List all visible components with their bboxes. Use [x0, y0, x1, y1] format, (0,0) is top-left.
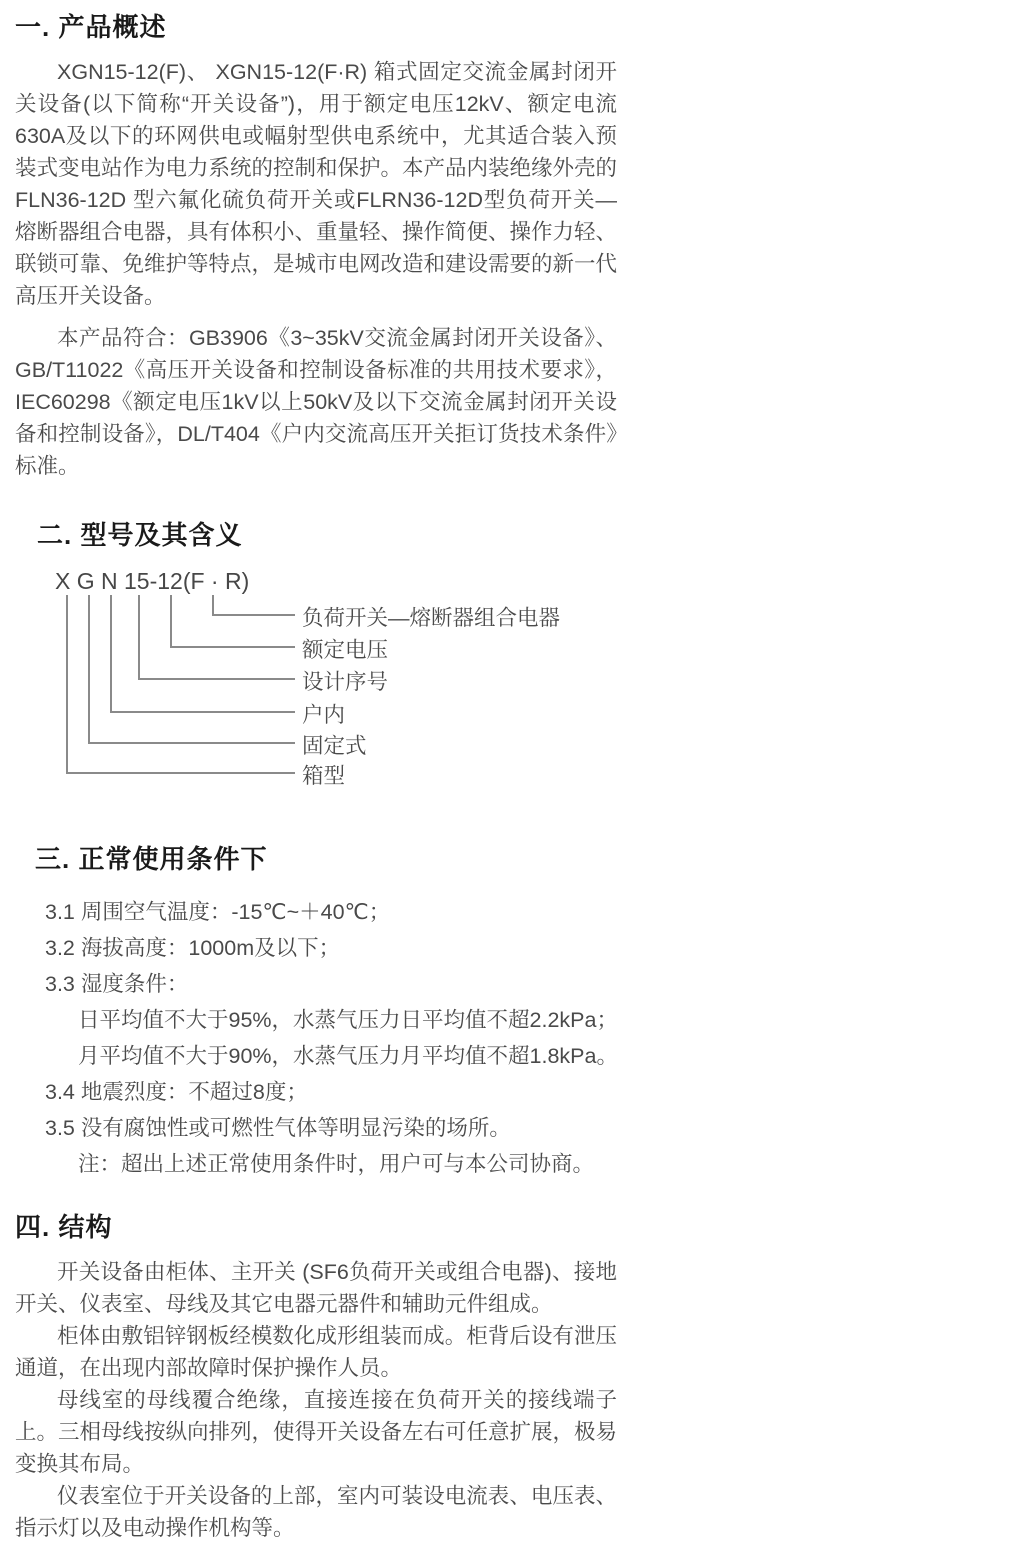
condition-item-humidity: 3.3 湿度条件：: [45, 972, 189, 996]
connector-line-box: [66, 595, 295, 774]
legend-label-box-type: 箱型: [302, 764, 346, 788]
structure-paragraph-2: 柜体由敷铝锌钢板经模数化成形组装而成。柜背后设有泄压通道，在出现内部故障时保护操作人员。: [15, 1324, 617, 1380]
page-content: [15, 0, 617, 1544]
condition-item-daily-avg: 日平均值不大于95%，水蒸气压力日平均值不超2.2kPa；: [78, 1008, 618, 1032]
section-heading-overview: 一. 产品概述: [15, 12, 167, 42]
legend-label-indoor: 户内: [302, 703, 346, 727]
structure-paragraph-3: 母线室的母线覆合绝缘，直接连接在负荷开关的接线端子上。三相母线按纵向排列，使得开关设备左右可任意扩展，极易变换其布局。: [15, 1388, 618, 1476]
condition-item-altitude: 3.2 海拔高度：1000m及以下；: [45, 936, 341, 960]
condition-item-seismic: 3.4 地震烈度：不超过8度；: [45, 1080, 308, 1104]
overview-paragraph-2: 本产品符合：GB3906《3~35kV交流金属封闭开关设备》、GB/T11022《高压开关设备和控制设备标准的共用技术要求》，IEC60298《额定电压1kV以上50kV及以下交流金属封闭开关设备和控制设备》，DL/T404《户内交流高压开关拒订货技术条件》标准。: [15, 326, 617, 478]
condition-item-temperature: 3.1 周围空气温度：-15℃~＋40℃；: [45, 900, 391, 924]
legend-label-combination-unit: 负荷开关—熔断器组合电器: [302, 606, 561, 630]
section-heading-model: 二. 型号及其含义: [37, 520, 243, 550]
structure-section: [15, 1256, 617, 1544]
section-heading-conditions: 三. 正常使用条件下: [35, 844, 268, 874]
structure-paragraph-1: 开关设备由柜体、主开关 (SF6负荷开关或组合电器)、接地开关、仪表室、母线及其它电器元器件和辅助元件组成。: [15, 1260, 617, 1316]
condition-item-monthly-avg: 月平均值不大于90%，水蒸气压力月平均值不超1.8kPa。: [78, 1044, 618, 1068]
structure-paragraph-4: 仪表室位于开关设备的上部，室内可装设电流表、电压表、指示灯以及电动操作机构等。: [15, 1484, 617, 1540]
model-designation-diagram: [15, 568, 617, 796]
legend-label-fixed-type: 固定式: [302, 734, 367, 758]
condition-item-pollution: 3.5 没有腐蚀性或可燃性气体等明显污染的场所。: [45, 1116, 511, 1140]
overview-paragraph-1: XGN15-12(F)、 XGN15-12(F·R) 箱式固定交流金属封闭开关设备(以下简称“开关设备”)，用于额定电压12kV、额定电流630A及以下的环网供电或幅射型供电系统中，尤其适合装入预装式变电站作为电力系统的控制和保护。本产品内装绝缘外壳的 FLN36-12D 型六氟化硫负荷开关或FLRN36-12D型负荷开关—熔断器组合电器，具有体积小、重量轻、操作简便、操作力轻、联锁可靠、免维护等特点，是城市电网改造和建设需要的新一代高压开关设备。: [15, 60, 618, 308]
section-heading-structure: 四. 结构: [15, 1212, 113, 1242]
conditions-list: [15, 894, 617, 1182]
legend-label-rated-voltage: 额定电压: [302, 638, 389, 662]
condition-item-note: 注：超出上述正常使用条件时，用户可与本公司协商。: [78, 1152, 595, 1176]
legend-label-design-series: 设计序号: [302, 670, 389, 694]
model-code-text: X G N 15-12(F · R): [55, 568, 250, 594]
